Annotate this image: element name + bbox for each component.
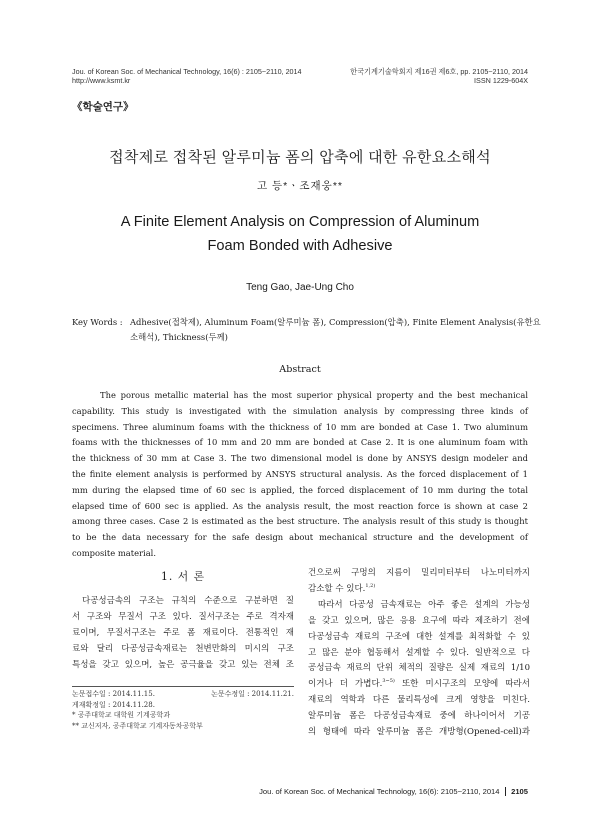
text-fragment: 또한 미시구조의 모양에 따라서 [394, 679, 530, 690]
text-line: 알루미늄 폼은 다공성금속재료 중에 하나이어서 기공 [308, 711, 530, 722]
right-column-paragraph [308, 566, 530, 598]
text-line: 을 갖고 있으며, 많은 응용 요구에 따라 제조하기 전에 [308, 615, 530, 626]
title-english-line: A Finite Element Analysis on Compression of Aluminum [120, 214, 480, 230]
title-english-line: Foam Bonded with Adhesive [207, 238, 393, 254]
revised-date: 논문수정일 : 2014.11.21. [211, 690, 294, 698]
author-affiliation-2: ** 교신저자, 공주대학교 기계자동차공학부 [72, 721, 203, 730]
page-footer [259, 787, 528, 796]
text-line: 감소할 수 있다.$^{1,2)}$ [308, 583, 376, 594]
left-column-text [72, 594, 294, 674]
page-number: 2105 [511, 787, 528, 796]
text-line: 건으로써 구멍의 지름이 밀리미터부터 나노미터까지 [308, 568, 530, 578]
right-column-paragraph [308, 598, 530, 741]
footer-separator [505, 787, 507, 796]
author-affiliation-1: * 공주대학교 대학원 기계공학과 [72, 711, 171, 719]
text-line: foams with the thicknesses of 10 mm and 20 mm are bonded at Case 2. It is one aluminum foam with [72, 437, 528, 448]
citation[interactable]: 3~5) [382, 678, 395, 685]
keywords-text: Adhesive(접착제), Aluminum Foam(알루미늄 폼), Compression(압축), Finite Element Analysis(유한요 [130, 317, 541, 327]
text-line: 의 형태에 따라 알루미늄 폼은 개방형(Opened-cell)과 [308, 727, 530, 738]
keywords-label: Key Words : [72, 317, 123, 327]
journal-url[interactable]: http://www.ksmt.kr [72, 76, 131, 85]
text-line: among three cases. Case 2 is estimated as the best structure. The analysis result of this study is thought [72, 516, 528, 527]
text-line: 고 많은 분야 협동해서 설계할 수 있다. 일반적으로 다 [308, 647, 530, 658]
section-heading-introduction: 1. 서 론 [160, 570, 206, 583]
text-line: 특성을 갖고 있으며, 높은 공극율을 갖고 있는 전체 조 [72, 659, 294, 670]
authors-english: Teng Gao, Jae-Ung Cho [246, 282, 354, 293]
journal-citation-ko: 한국기계기술학회지 제16권 제6호, pp. 2105~2110, 2014 [350, 67, 528, 76]
title-korean: 접착제로 접착된 알루미늄 폼의 압축에 대한 유한요소해석 [109, 149, 491, 166]
text-line: 재료의 역학과 다른 물리특성에 크게 영향을 미친다. [308, 695, 530, 706]
title-english [0, 210, 600, 258]
text-line: 공성금속 재료의 단위 체적의 질량은 실제 재료의 1/10 [308, 663, 530, 674]
keywords-text: 소해석), Thickness(두께) [130, 332, 228, 342]
text-line: 다공성금속 재료의 구조에 대한 설계를 최적화할 수 있 [308, 631, 530, 642]
footnote-dates [72, 689, 294, 700]
text-line: 따라서 다공성 금속재료는 아주 좋은 설계의 가능성 [318, 599, 530, 610]
abstract-body [72, 388, 528, 562]
text-line: capability. This study is investigated with the simulation analysis by compressing three kinds of [72, 405, 528, 416]
journal-citation-line: Jou. of Korean Soc. of Mechanical Technology, 16(6) : 2105~2110, 2014 [72, 67, 302, 76]
text-line: The porous metallic material has the most superior physical property and the best mechanical [100, 390, 528, 400]
article-category: 《학술연구》 [72, 101, 134, 113]
text-line: mm during the elapsed time of 60 sec is applied, the forced displacement of 10 mm during the total [72, 484, 528, 495]
footer-journal: Jou. of Korean Soc. of Mechanical Technology, 16(6): 2105~2110, 2014 [259, 787, 500, 796]
text-line: 서 구조와 무질서 구조 있다. 질서구조는 주로 격자재 [72, 611, 294, 622]
received-date: 논문접수일 : 2014.11.15. [72, 690, 155, 698]
text-line [308, 677, 530, 693]
abstract-heading: Abstract [279, 364, 321, 375]
text-line: to be the data necessary for the safe design about mechanical structure and the development of [72, 532, 528, 543]
accepted-date: 게재확정일 : 2014.11.28. [72, 700, 155, 709]
text-line: the thickness of 30 mm at Case 3. The two dimensional model is done by ANSYS design modeler and [72, 453, 528, 464]
footnotes [72, 689, 294, 731]
text-line: the finite element analysis is performed by ANSYS structural analysis. As the forced displacement of 1 [72, 468, 528, 479]
keywords-row [72, 315, 542, 330]
text-line: elapsed time of 600 sec is applied. As the analysis result, the most reaction force is shown at case 2 [72, 500, 528, 511]
text-line: specimens. Three aluminum foams with the thickness of 10 mm are bonded at Case 1. Two aluminum [72, 421, 528, 432]
text-line: 료와 달리 다공성금속재료는 천변만화의 미시의 구조 [72, 643, 294, 654]
authors-korean: 고 등*ㆍ조재웅** [256, 180, 344, 192]
text-line: composite material. [72, 547, 156, 558]
right-column-text [308, 566, 530, 741]
text-fragment: 이거나 더 가볍다. [308, 679, 383, 690]
journal-citation-right [350, 67, 528, 85]
citation[interactable]: 1,2) [365, 583, 376, 590]
keywords [72, 315, 542, 345]
footnote-divider [72, 686, 294, 687]
issn: ISSN 1229-604X [474, 76, 528, 85]
text-line: 료이며, 무질서구조는 주로 폼 재료이다. 전통적인 재 [72, 627, 294, 638]
text-line: 다공성금속의 구조는 규칙의 수준으로 구분하면 질 [82, 596, 294, 606]
journal-citation-left [72, 67, 302, 85]
